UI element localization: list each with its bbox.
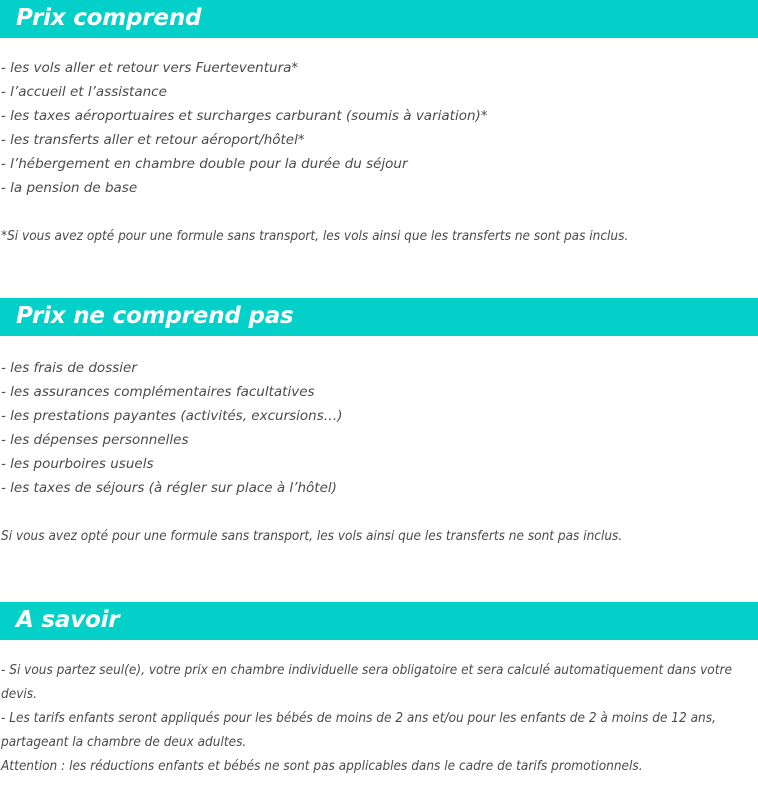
- section-gap: [0, 246, 758, 298]
- list-item: - les dépenses personnelles: [1, 432, 189, 448]
- spacer: [1, 500, 756, 526]
- paragraph: - Les tarifs enfants seront appliqués pour les bébés de moins de 2 ans et/ou pour les enfants de 2 à moins de 12 ans, partageant la chambre de deux adultes.: [1, 710, 716, 750]
- list-item: - les pourboires usuels: [1, 456, 154, 472]
- spacer: [1, 336, 756, 356]
- list-item: - les taxes aéroportuaires et surcharges carburant (soumis à variation)*: [1, 108, 488, 124]
- spacer: [1, 200, 756, 226]
- section-gap: [0, 546, 758, 602]
- section-header-prix-ne-comprend-pas: [0, 298, 758, 336]
- list-item: - les frais de dossier: [1, 360, 137, 376]
- list-item: - les taxes de séjours (à régler sur place à l’hôtel): [1, 480, 337, 496]
- section-body-a-savoir: [0, 640, 758, 778]
- section-note: Si vous avez opté pour une formule sans transport, les vols ainsi que les transferts ne sont pas inclus.: [1, 528, 623, 544]
- paragraph: Attention : les réductions enfants et bébés ne sont pas applicables dans le cadre de tarifs promotionnels.: [1, 758, 643, 774]
- section-header-prix-comprend: [0, 0, 758, 38]
- list-item: - les assurances complémentaires facultatives: [1, 384, 315, 400]
- section-header-a-savoir: [0, 602, 758, 640]
- paragraph: - Si vous partez seul(e), votre prix en chambre individuelle sera obligatoire et sera calculé automatiquement dans votre devis.: [1, 662, 732, 702]
- section-note: *Si vous avez opté pour une formule sans transport, les vols ainsi que les transferts ne sont pas inclus.: [1, 228, 629, 244]
- list-item: - l’accueil et l’assistance: [1, 84, 167, 100]
- list-item: - les vols aller et retour vers Fuerteventura*: [1, 60, 299, 76]
- section-title: A savoir: [16, 607, 120, 633]
- section-body-prix-ne-comprend-pas: [0, 336, 758, 546]
- list-item: - les transferts aller et retour aéroport/hôtel*: [1, 132, 305, 148]
- section-title: Prix comprend: [16, 5, 202, 31]
- section-title: Prix ne comprend pas: [16, 303, 294, 329]
- list-item: - l’hébergement en chambre double pour la durée du séjour: [1, 156, 408, 172]
- spacer: [1, 640, 756, 658]
- list-item: - la pension de base: [1, 180, 138, 196]
- spacer: [1, 38, 756, 56]
- section-body-prix-comprend: [0, 38, 758, 246]
- list-item: - les prestations payantes (activités, excursions…): [1, 408, 343, 424]
